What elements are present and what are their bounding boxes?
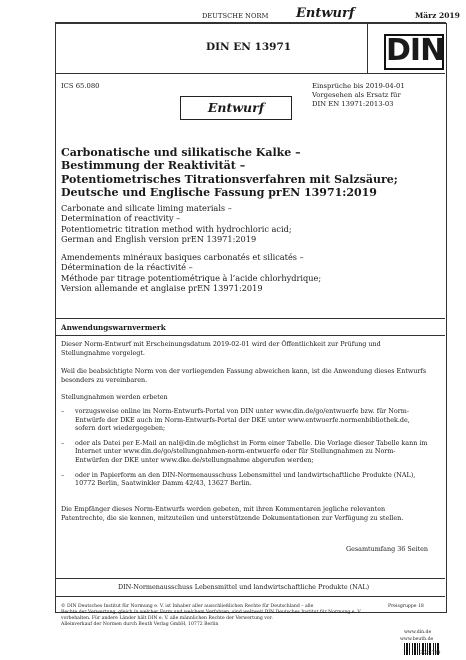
din-web-link[interactable]: www.din.de xyxy=(404,630,432,635)
warning-rule-top xyxy=(56,318,445,319)
title-fr-line: Méthode par titrage potentiométrique à l’acide chlorhydrique; xyxy=(61,272,322,283)
para-line: Weil die beabsichtigte Norm von der vorliegenden Fassung abweichen kann, ist die Anwendung dieses Entwurfs xyxy=(61,367,427,375)
title-fr-line: Amendements minéraux basiques carbonatés et silicatés – xyxy=(61,252,304,262)
footer-line: Rechte der Verwertung, gleich in welcher Form und welchem Verfahren, sind weltweit DIN Deutsches Institut für Normung e. V. xyxy=(61,610,362,615)
bullet-line: 10772 Berlin, Saatwinkler Damm 42/43, 13627 Berlin. xyxy=(75,479,252,488)
para-line: Stellungnahme vorgelegt. xyxy=(61,348,145,357)
title-de-line: Potentiometrisches Titrationsverfahren mit Salzsäure; xyxy=(61,172,398,186)
title-fr-line: Version allemande et anglaise prEN 13971:2019 xyxy=(61,283,263,294)
replacement-label: Vorgesehen als Ersatz für xyxy=(312,91,401,99)
paragraph-intro xyxy=(61,340,441,357)
din-logo-box xyxy=(384,34,444,70)
para-line: Dieser Norm-Entwurf mit Erscheinungsdatum 2019-02-01 wird der Öffentlichkeit zur Prüfung und xyxy=(61,340,381,348)
paragraph-usage xyxy=(61,367,441,384)
header-draft-label: Entwurf xyxy=(296,6,355,21)
objections-deadline: Einsprüche bis 2019-04-01 xyxy=(312,82,405,90)
total-pages: Gesamtumfang 36 Seiten xyxy=(346,545,429,553)
para-line: Die Empfänger dieses Norm-Entwurfs werden gebeten, mit ihren Kommentaren jegliche relevanten xyxy=(61,505,386,513)
title-row xyxy=(56,24,445,73)
document-number: DIN EN 13971 xyxy=(206,41,292,53)
ics-code: ICS 65.080 xyxy=(61,82,100,90)
list-item xyxy=(61,471,441,488)
title-en-line: German and English version prEN 13971:2019 xyxy=(61,234,257,245)
dash-icon: – xyxy=(61,407,65,415)
bullet-line: Entwürfen der DKE unter www.dke.de/stellungnahme abgerufen werden; xyxy=(75,455,314,464)
title-de-line: Bestimmung der Reaktivität – xyxy=(61,159,246,173)
draft-stamp: Entwurf xyxy=(180,96,292,120)
title-de-line: Deutsche und Englische Fassung prEN 13971:2019 xyxy=(61,185,377,199)
norm-label: DEUTSCHE NORM xyxy=(202,12,269,20)
list-item xyxy=(61,407,441,433)
paragraph-patents xyxy=(61,505,441,522)
dash-icon: – xyxy=(61,470,65,479)
header-date: März 2019 xyxy=(415,11,460,20)
paragraph-requests: Stellungnahmen werden erbeten xyxy=(61,393,168,401)
bullet-line: oder in Papierform an den DIN-Normenausschuss Lebensmittel und landwirtschaftliche Produkte (NAL), xyxy=(75,470,416,479)
title-english xyxy=(61,203,441,245)
din-logo: DIN xyxy=(386,33,445,68)
title-en-line: Carbonate and silicate liming materials – xyxy=(61,203,232,213)
para-line: besonders zu vereinbaren. xyxy=(61,375,148,384)
title-fr-line: Détermination de la réactivité – xyxy=(61,262,193,273)
document-code: 3022729 xyxy=(420,651,441,656)
title-divider xyxy=(367,24,368,73)
title-row-rule xyxy=(56,73,445,74)
bullet-line: Internet unter www.din.de/go/stellungnahmen-norm-entwuerfe oder für Stellungnahmen zu Norm- xyxy=(75,447,396,456)
footer-line: © DIN Deutsches Institut für Normung e. V. ist Inhaber aller ausschließlichen Rechte für Deutschland – alle xyxy=(61,604,314,609)
dash-icon: – xyxy=(61,438,65,447)
price-group: Preisgruppe 18 xyxy=(388,604,424,609)
objections-info xyxy=(312,82,405,109)
bullet-line: oder als Datei per E-Mail an nal@din.de möglichst in Form einer Tabelle. Die Vorlage dieser Tabelle kann im xyxy=(75,438,428,447)
title-german xyxy=(61,146,441,199)
bullet-list xyxy=(61,407,441,488)
title-en-line: Determination of reactivity – xyxy=(61,213,181,224)
committee-rule xyxy=(56,578,445,579)
replaced-standard: DIN EN 13971:2013-03 xyxy=(312,100,394,108)
title-de-line: Carbonatische und silikatische Kalke – xyxy=(61,146,301,159)
list-item xyxy=(61,439,441,465)
copyright-notice xyxy=(61,604,371,628)
committee-rule-bottom xyxy=(56,596,445,597)
beuth-web-link[interactable]: www.beuth.de xyxy=(400,637,434,642)
footer-line: Alleinverkauf der Normen durch Beuth Verlag GmbH, 10772 Berlin xyxy=(61,622,219,627)
warning-heading: Anwendungswarnvermerk xyxy=(61,323,166,332)
title-french xyxy=(61,252,441,294)
bullet-line: vorzugsweise online im Norm-Entwurfs-Portal von DIN unter www.din.de/go/entwuerfe bzw. für Norm- xyxy=(75,407,409,415)
title-en-line: Potentiometric titration method with hydrochloric acid; xyxy=(61,223,292,234)
bullet-line: sofern dort wiedergegeben; xyxy=(75,424,166,433)
committee-name: DIN-Normenausschuss Lebensmittel und landwirtschaftliche Produkte (NAL) xyxy=(118,583,370,591)
para-line: Patentrechte, die sie kennen, mitzuteilen und unterstützende Dokumentationen zur Verfügung zu stellen. xyxy=(61,513,404,522)
warning-rule-bottom xyxy=(56,335,445,336)
bullet-line: Entwürfe der DKE auch im Norm-Entwurfs-Portal der DKE unter www.entwuerfe.normenbibliothek.de, xyxy=(75,415,410,424)
footer-line: vorbehalten. Für andere Länder hält DIN e. V. alle männlichen Rechte der Verwertung vor. xyxy=(61,616,273,621)
